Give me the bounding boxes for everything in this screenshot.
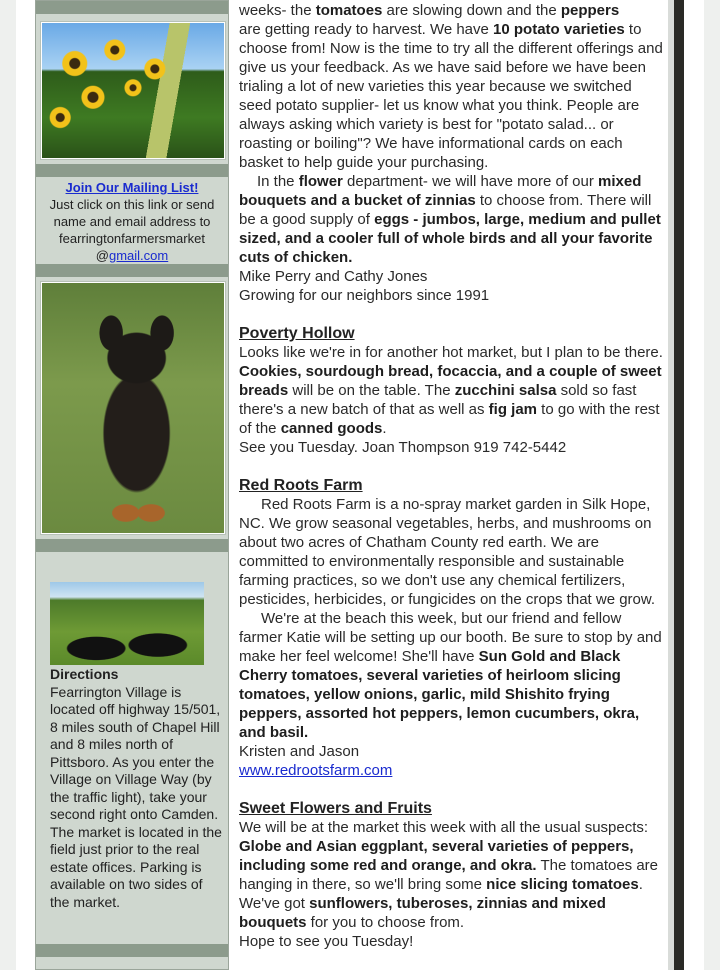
mailing-list-box bbox=[36, 179, 228, 264]
perry-signature: Mike Perry and Cathy Jones bbox=[239, 268, 428, 285]
mailing-list-text: Just click on this link or send name and email address to fearringtonfarmersmarket @ bbox=[49, 197, 215, 263]
directions-box bbox=[50, 666, 222, 911]
sweet-flowers-signature: Hope to see you Tuesday! bbox=[239, 933, 414, 950]
sweet-flowers-heading: Sweet Flowers and Fruits bbox=[239, 800, 432, 817]
sidebar-band bbox=[36, 944, 228, 957]
gmail-link[interactable]: gmail.com bbox=[108, 248, 169, 263]
perry-tagline: Growing for our neighbors since 1991 bbox=[239, 287, 490, 304]
main-content bbox=[239, 1, 664, 951]
sunflower-field-photo bbox=[41, 22, 225, 159]
sweet-flowers-paragraph: We will be at the market this week with all the usual suspects: Globe and Asian eggplant, several varieties of peppers, including some red and orange, and okra. The tomatoes are hanging in there, so we'll bring some nice slicing tomatoes. We've got sunflowers, tuberoses, zinnias and mixed bouquets for you to choose from. bbox=[239, 819, 659, 931]
red-roots-signature: Kristen and Jason bbox=[239, 743, 360, 760]
sidebar-band bbox=[36, 264, 228, 277]
sidebar-band bbox=[36, 164, 228, 177]
poverty-hollow-paragraph: Looks like we're in for another hot market, but I plan to be there. Cookies, sourdough bread, focaccia, and a couple of sweet breads will be on the table. The zucchini salsa sold so fast there's a new batch of that as well as fig jam to go with the rest of the canned goods. bbox=[239, 344, 663, 437]
poverty-hollow-heading: Poverty Hollow bbox=[239, 325, 355, 342]
red-roots-paragraph: We're at the beach this week, but our friend and fellow farmer Katie will be setting up our booth. Be sure to stop by and make her feel welcome! She'll have Sun Gold and Black Cherry tomatoes, several varieties of heirloom slicing tomatoes, yellow onions, garlic, mild Shishito frying peppers, assorted hot peppers, lemon cucumbers, okra, and basil. bbox=[239, 610, 662, 741]
red-roots-intro: Red Roots Farm is a no-spray market garden in Silk Hope, NC. We grow seasonal vegetables, herbs, and mushrooms on about two acres of Chatham County red earth. We are committed to environmentally responsible and sustainable farming practices, so we don't use any chemical fertilizers, pesticides, herbicides, or fungicides on the crops that we grow. bbox=[239, 496, 656, 608]
left-sidebar bbox=[35, 0, 229, 970]
poverty-hollow-signature: See you Tuesday. Joan Thompson 919 742-5442 bbox=[239, 439, 567, 456]
red-roots-heading: Red Roots Farm bbox=[239, 477, 363, 494]
directions-text: Fearrington Village is located off highway 15/501, 8 miles south of Chapel Hill and 8 miles north of Pittsboro. As you enter the Village on Village Way (by the traffic light), take your second right onto Camden. The market is located in the field just prior to the real estate offices. Parking is available on two sides of the market. bbox=[50, 683, 222, 910]
page-edge-bar bbox=[674, 0, 684, 970]
join-mailing-list-link[interactable]: Join Our Mailing List! bbox=[65, 180, 199, 195]
perry-flower-paragraph: In the flower department- we will have more of our mixed bouquets and a bucket of zinnias to choose from. There will be a good supply of eggs - jumbos, large, medium and pullet sized, and a cooler full of whole birds and all your favorite cuts of chicken. bbox=[239, 173, 661, 266]
perry-paragraph: weeks- the tomatoes are slowing down and the peppers are getting ready to harvest. We have 10 potato varieties to choose from! Now is the time to try all the different offerings and give us your feedback. As we have said before we have been trialing a lot of new varieties this year because we switched seed potato supplier- let us know what you think. People are always asking which variety is best for "potato salad... or roasting or boiling"? We have informational cards on each basket to help guide your purchasing. bbox=[239, 2, 663, 171]
sidebar-band bbox=[36, 539, 228, 552]
red-roots-website-link[interactable]: www.redrootsfarm.com bbox=[239, 762, 393, 779]
cows-photo bbox=[50, 582, 204, 665]
puppy-photo bbox=[41, 282, 225, 534]
sidebar-band bbox=[36, 1, 228, 14]
directions-heading: Directions bbox=[50, 666, 119, 682]
